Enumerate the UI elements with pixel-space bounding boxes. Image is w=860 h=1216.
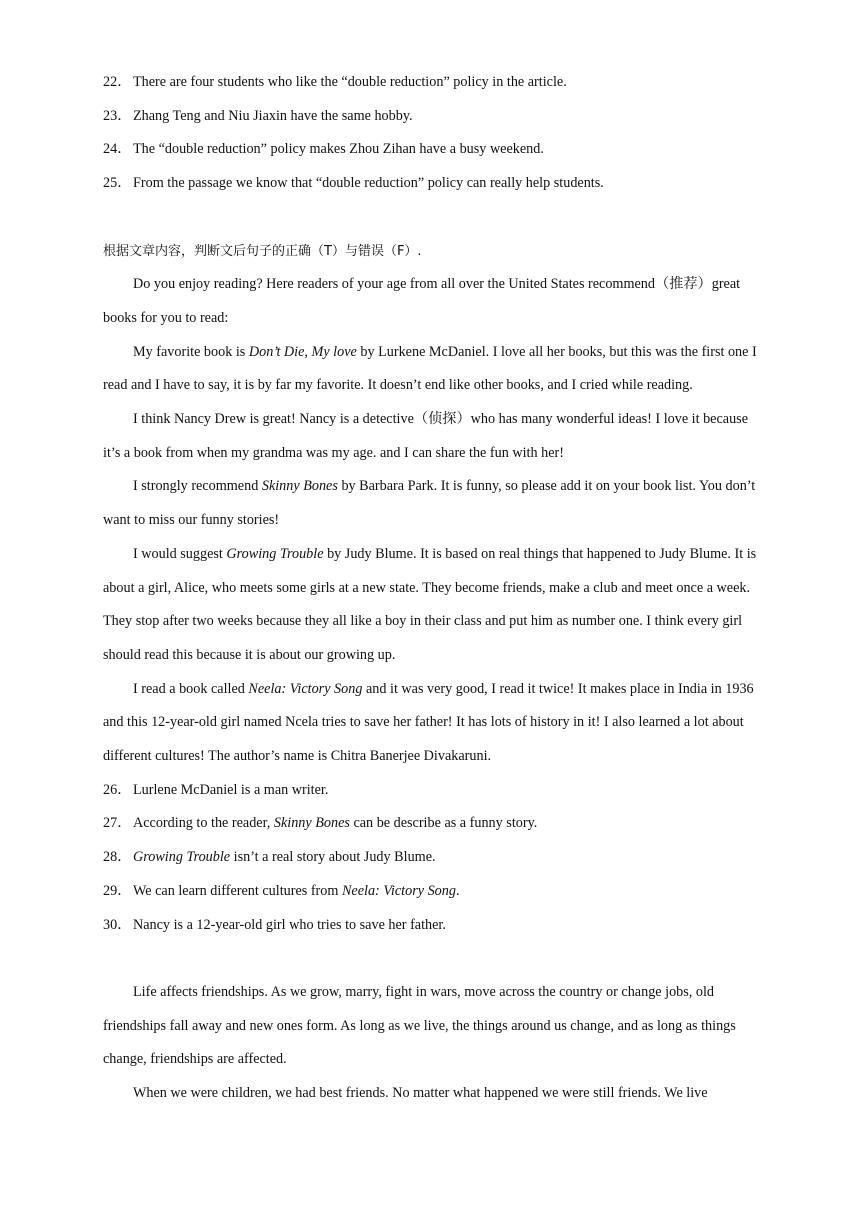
item-number: 24． <box>103 141 132 158</box>
book-title: Skinny Bones <box>273 815 350 832</box>
section-gap <box>103 201 758 235</box>
statement-23 <box>103 100 758 134</box>
reading-paragraph-mcdaniel <box>103 336 758 403</box>
item-number: 25． <box>103 175 132 192</box>
item-number: 30． <box>103 916 132 933</box>
item-text: can be describe as a funny story. <box>349 815 538 832</box>
statement-29 <box>103 875 758 909</box>
paragraph-text: by Judy Blume. It is based on real things that happened to Judy Blume. It is about a girl, Alice, who meets some girls at a new state. They become friends, make a club and meet once a week. They stop after two weeks because they all like a boy in their class and put him as number one. I think every girl should read this because it is about our growing up. <box>103 545 757 663</box>
statement-27 <box>103 807 758 841</box>
item-number: 29． <box>103 882 132 899</box>
section-gap <box>103 942 758 976</box>
item-text: The “double reduction” policy makes Zhou Zihan have a busy weekend. <box>133 141 544 158</box>
statement-24 <box>103 133 758 167</box>
book-title: Neela: Victory Song <box>341 882 456 899</box>
paragraph-text: by Barbara Park. It is funny, so please add it on your book list. You don’t want to miss our funny stories! <box>103 478 756 529</box>
statement-28 <box>103 841 758 875</box>
item-text: There are four students who like the “double reduction” policy in the article. <box>133 74 567 90</box>
book-title: Skinny Bones <box>261 478 338 495</box>
paragraph-text: by Lurkene McDaniel. I love all her books, but this was the first one I read and I have to say, it is by far my favorite. It doesn’t end like other books, and I cried while reading. <box>103 343 757 394</box>
item-text: isn’t a real story about Judy Blume. <box>230 849 436 866</box>
book-title: Don’t Die, My love <box>248 343 357 360</box>
book-title: Growing Trouble <box>226 545 324 562</box>
item-text: Zhang Teng and Niu Jiaxin have the same hobby. <box>133 107 413 124</box>
reading-paragraph-intro: Do you enjoy reading? Here readers of your age from all over the United States recommend（推荐）great books for you to read: <box>103 276 741 326</box>
item-text: Lurlene McDaniel is a man writer. <box>133 781 329 798</box>
reading-paragraph-growing-trouble <box>103 538 758 673</box>
document-content <box>103 66 758 1111</box>
item-text: Nancy is a 12-year-old girl who tries to save her father. <box>133 916 446 933</box>
paragraph-text: and it was very good, I read it twice! It makes place in India in 1936 and this 12-year-old girl named Ncela tries to save her father! It has lots of history in it! I also learned a lot about different cultures! The author’s name is Chitra Banerjee Divakaruni. <box>103 680 754 765</box>
paragraph-text: My favorite book is <box>133 343 249 360</box>
reading-paragraph-neela <box>103 673 758 774</box>
paragraph-text: I read a book called <box>133 680 249 697</box>
reading-paragraph-friendships: Life affects friendships. As we grow, marry, fight in wars, move across the country or change jobs, old friendships fall away and new ones form. As long as we live, the things around us change, and as long as things change, friendships are affected. <box>103 983 736 1068</box>
statement-30 <box>103 909 758 943</box>
reading-paragraph-nancy-drew: I think Nancy Drew is great! Nancy is a detective（侦探）who has many wonderful ideas! I love it because it’s a book from when my grandma was my age. and I can share the fun with her! <box>103 411 748 461</box>
paragraph-text: I strongly recommend <box>133 478 262 495</box>
item-text: We can learn different cultures from <box>133 882 342 899</box>
reading-paragraph-skinny-bones <box>103 470 758 537</box>
item-number: 22． <box>103 74 132 90</box>
statement-22 <box>103 66 758 100</box>
item-number: 27． <box>103 815 132 832</box>
paragraph-text: I would suggest <box>133 545 227 562</box>
reading-paragraph-childhood: When we were children, we had best friends. No matter what happened we were still friends. We live <box>133 1085 708 1102</box>
item-text: From the passage we know that “double reduction” policy can really help students. <box>133 175 604 192</box>
instruction-text: 根据文章内容，判断文后句子的正确（T）与错误（F）. <box>103 243 422 259</box>
item-number: 23． <box>103 107 132 124</box>
item-text: According to the reader, <box>133 815 274 832</box>
book-title: Neela: Victory Song <box>248 680 363 697</box>
item-number: 28． <box>103 849 132 866</box>
item-text: . <box>455 882 460 899</box>
book-title: Growing Trouble <box>133 849 231 866</box>
statement-25 <box>103 167 758 201</box>
statement-26 <box>103 774 758 808</box>
item-number: 26． <box>103 781 132 798</box>
